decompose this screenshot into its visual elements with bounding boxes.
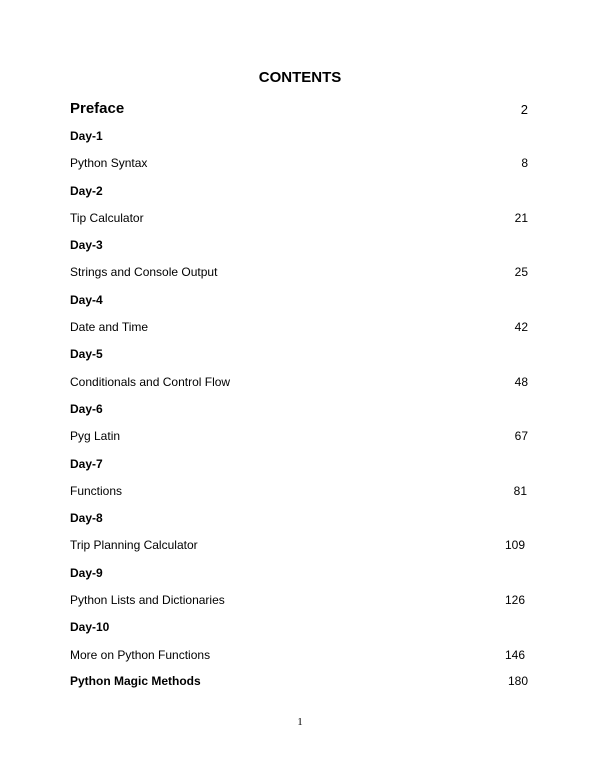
toc-entry	[70, 210, 528, 237]
toc-entry	[70, 483, 528, 510]
toc-entry-page-number: 21	[514, 210, 528, 225]
day-heading: Day-10	[70, 620, 110, 635]
toc-entry-title: Python Lists and Dictionaries	[70, 593, 225, 608]
preface-label: Preface	[70, 100, 125, 117]
toc-entry-title: Functions	[70, 483, 123, 498]
toc-entry-title: Pyg Latin	[70, 429, 121, 444]
day-heading: Day-7	[70, 456, 103, 471]
toc-entry	[70, 264, 528, 291]
toc-entry-title: Date and Time	[70, 320, 149, 335]
toc-entry	[70, 428, 528, 455]
toc-entry-title: Tip Calculator	[70, 210, 144, 225]
toc-entry	[70, 647, 528, 674]
toc-entry	[70, 374, 528, 401]
preface-page-number: 2	[520, 102, 528, 117]
toc-entry-page-number: 146	[504, 647, 525, 662]
day-heading: Day-5	[70, 347, 103, 362]
toc-entry-page-number: 81	[513, 483, 527, 498]
toc-entry-title: Trip Planning Calculator	[70, 538, 198, 553]
day-heading: Day-2	[70, 183, 103, 198]
toc-entry	[70, 155, 528, 182]
toc-entry-title: Conditionals and Control Flow	[70, 374, 231, 389]
magic-methods-page-number: 180	[507, 674, 528, 688]
day-heading: Day-8	[70, 511, 103, 526]
toc-entry-page-number: 8	[521, 156, 528, 171]
day-heading: Day-3	[70, 238, 103, 253]
day-heading: Day-6	[70, 401, 103, 416]
magic-methods-label: Python Magic Methods	[70, 674, 201, 688]
toc-entry-title: Strings and Console Output	[70, 265, 218, 280]
toc-list	[70, 128, 528, 674]
day-heading: Day-9	[70, 565, 103, 580]
toc-entry-title: More on Python Functions	[70, 647, 211, 662]
contents-title: CONTENTS	[258, 69, 342, 86]
day-heading: Day-1	[70, 129, 103, 143]
toc-entry-page-number: 109	[504, 538, 525, 553]
toc-entry-magic-methods	[70, 674, 528, 692]
day-heading: Day-4	[70, 292, 103, 307]
toc-entry-page-number: 48	[514, 374, 528, 389]
toc-entry-page-number: 42	[514, 320, 528, 335]
toc-entry-preface	[70, 100, 528, 120]
footer-page-number: 1	[297, 716, 303, 728]
toc-entry	[70, 537, 528, 564]
toc-entry-page-number: 126	[504, 593, 525, 608]
toc-entry-title: Python Syntax	[70, 156, 148, 171]
toc-entry	[70, 592, 528, 619]
toc-entry-page-number: 25	[514, 265, 528, 280]
toc-entry-page-number: 67	[514, 429, 528, 444]
toc-entry	[70, 319, 528, 346]
